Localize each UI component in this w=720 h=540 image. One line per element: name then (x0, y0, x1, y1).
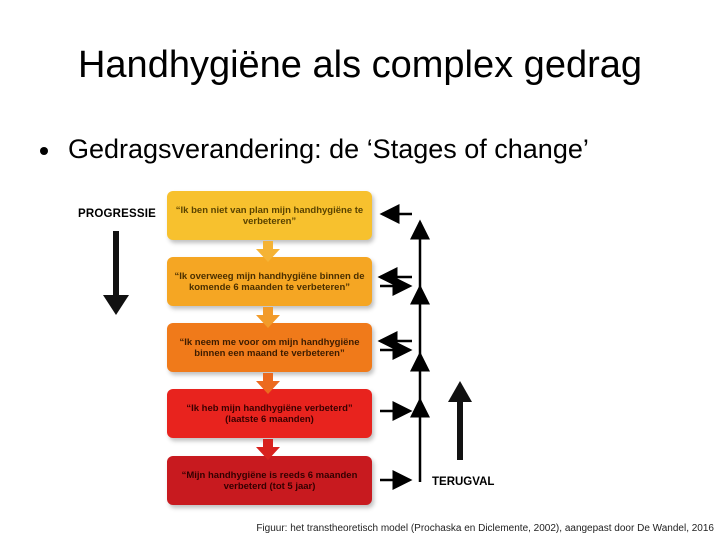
stage-text: “Ik heb mijn handhygiëne verbeterd” (laatste 6 maanden) (186, 402, 353, 425)
progression-arrow-icon (103, 231, 129, 315)
relapse-arrow-icon (448, 381, 472, 460)
stage-connector-arrow-icon (256, 373, 280, 394)
relapse-label: TERUGVAL (432, 476, 495, 488)
stage-connector-arrow-icon (256, 241, 280, 262)
bullet-text: Gedragsverandering: de ‘Stages of change’ (68, 134, 589, 164)
stage-text: “Ik ben niet van plan mijn handhygiëne te verbeteren” (175, 204, 364, 227)
progression-label: PROGRESSIE (78, 208, 157, 220)
stage-connector-arrow-icon (256, 439, 280, 460)
stage-text: “Ik neem me voor om mijn handhygiëne binnen een maand te verbeteren” (179, 336, 360, 359)
relapse-horizontal-arrow-icon (380, 214, 412, 480)
stage-text: “Mijn handhygiëne is reeds 6 maanden verbeterd (tot 5 jaar) (181, 469, 358, 492)
slide-title: Handhygiëne als complex gedrag (77, 44, 643, 86)
stage-connector-arrow-icon (256, 307, 280, 328)
figure-caption: Figuur: het transtheoretisch model (Prochaska en Diclemente, 2002), aangepast door De Wandel, 2016 (256, 523, 714, 534)
stage-text: “Ik overweeg mijn handhygiëne binnen de komende 6 maanden te verbeteren” (174, 270, 365, 293)
